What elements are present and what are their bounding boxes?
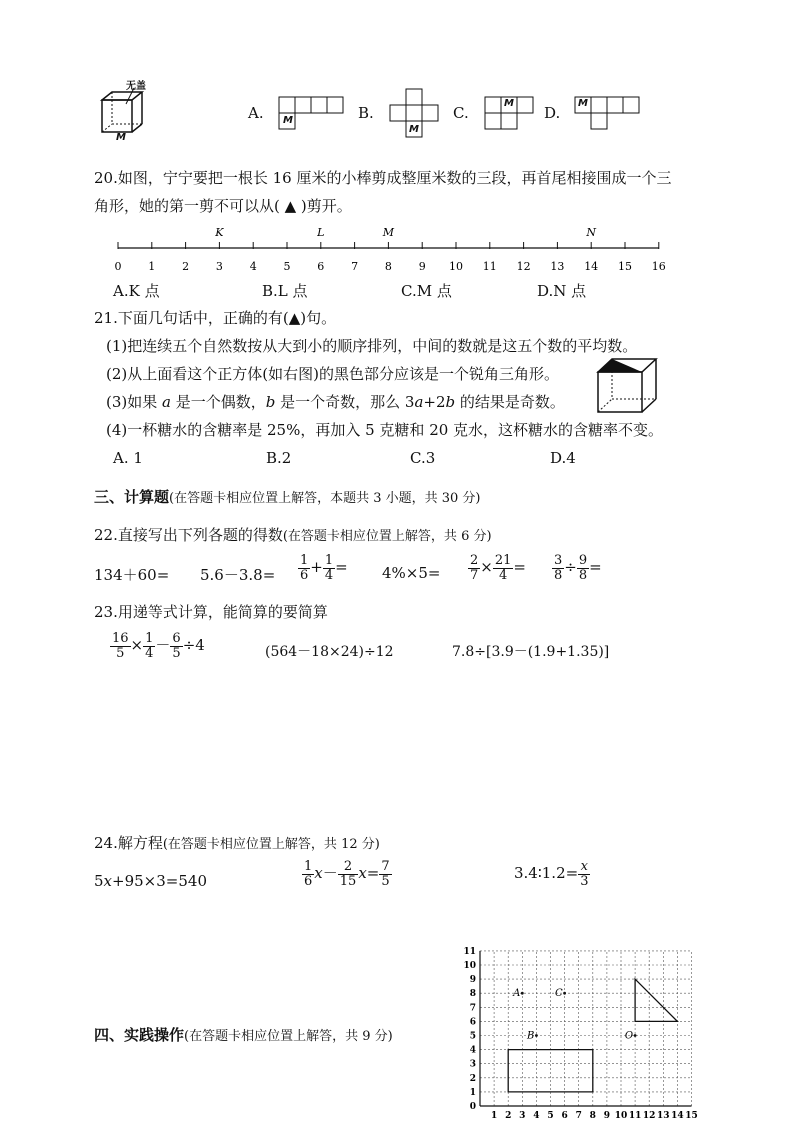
grid-x-label: 8	[589, 1111, 596, 1121]
q21-statement-1: (1)把连续五个自然数按从大到小的顺序排列，中间的数就是这五个数的平均数。	[106, 337, 638, 355]
grid-x-label: 5	[547, 1111, 554, 1121]
q24-eq-1: 5x+95×3=540	[94, 872, 207, 890]
ruler-tick-label: 11	[482, 260, 497, 273]
ruler-tick-label: 9	[418, 260, 426, 273]
q23-expr-2: (564－18×24)÷12	[265, 644, 394, 660]
q21-choice-d[interactable]: D.4	[550, 449, 576, 467]
q19-cube-mark: M	[116, 132, 126, 143]
grid-point-label: B	[527, 1030, 535, 1042]
section3-heading: 三、计算题(在答题卡相应位置上解答，本题共 3 小题，共 30 分)	[94, 488, 481, 506]
ruler-tick-label: 16	[651, 260, 666, 273]
q19-option-b-letter[interactable]: B.	[358, 104, 374, 122]
q21-choice-c[interactable]: C.3	[410, 449, 436, 467]
q23-expr-3: 7.8÷[3.9－(1.9+1.35)]	[452, 644, 610, 660]
grid-y-label: 11	[463, 946, 476, 957]
grid-x-label: 11	[628, 1111, 642, 1121]
q19-option-c-letter[interactable]: C.	[453, 104, 469, 122]
q20-line1: 20.如图，宁宁要把一根长 16 厘米的小棒剪成整厘米数的三段，再首尾相接围成一个三	[94, 169, 672, 187]
ruler-tick-label: 12	[516, 260, 531, 273]
q19-cube-label: 无盖	[126, 81, 146, 92]
ruler-tick-label: 13	[550, 260, 565, 273]
ruler-tick-label: 7	[351, 260, 359, 273]
grid-y-label: 2	[469, 1073, 476, 1084]
grid-x-label: 13	[657, 1111, 670, 1121]
grid-x-label: 3	[519, 1111, 526, 1121]
grid-point-label: C	[554, 988, 563, 1000]
q19-net-b-mark: M	[409, 124, 419, 135]
q19-net-d-mark: M	[578, 98, 588, 109]
grid-x-label: 9	[603, 1111, 611, 1121]
ruler-svg	[110, 224, 670, 278]
grid-point-label: O	[624, 1030, 634, 1042]
grid-x-label: 15	[685, 1111, 698, 1121]
grid-point-label: A	[513, 988, 521, 1000]
grid-point	[521, 992, 524, 995]
grid-x-label: 1	[490, 1111, 498, 1121]
ruler-point-label: K	[215, 226, 224, 239]
q20-choice-b[interactable]: B.L 点	[262, 282, 308, 300]
grid-triangle	[635, 979, 677, 1021]
grid-x-label: 6	[561, 1111, 568, 1121]
ruler-tick-label: 0	[114, 260, 122, 273]
ruler-tick-label: 1	[148, 260, 156, 273]
q20-choice-d[interactable]: D.N 点	[537, 282, 587, 300]
grid-y-label: 9	[469, 975, 476, 986]
q23-heading: 23.用递等式计算，能简算的要简算	[94, 603, 328, 621]
grid-y-label: 10	[463, 961, 476, 971]
ruler-tick-label: 6	[317, 260, 325, 273]
grid-y-label: 1	[469, 1087, 476, 1098]
ruler-tick-label: 8	[384, 260, 392, 273]
grid-y-label: 8	[469, 989, 476, 1000]
q20-choice-a[interactable]: A.K 点	[113, 282, 160, 300]
q22-expr-6: $\frac{3}{8}$ ÷ $\frac{9}{8}$ =	[554, 553, 602, 583]
ruler-point-label: L	[317, 226, 325, 239]
coordinate-grid	[456, 946, 696, 1125]
grid-point	[535, 1034, 538, 1037]
grid-y-label: 3	[469, 1059, 476, 1070]
grid-x-label: 14	[671, 1111, 684, 1121]
grid-svg	[456, 946, 696, 1121]
grid-y-label: 5	[469, 1031, 476, 1042]
grid-point	[634, 1034, 637, 1037]
q21-statement-4: (4)一杯糖水的含糖率是 25%，再加入 5 克糖和 20 克水，这杯糖水的含糖率不变。	[106, 421, 664, 439]
q19-net-b	[389, 88, 441, 144]
ruler-tick-label: 15	[618, 260, 632, 273]
q20-line2: 角形，她的第一剪不可以从( ▲ )剪开。	[94, 197, 352, 215]
q24-eq-2: $\frac{1}{6}$ x－ $\frac{2}{15}$ x= $\frac{7}{5}$	[304, 859, 390, 889]
ruler-tick-label: 14	[584, 260, 599, 273]
q19-option-a-letter[interactable]: A.	[248, 104, 264, 122]
q21-statement-3: (3)如果 a 是一个偶数，b 是一个奇数，那么 3a+2b 的结果是奇数。	[106, 393, 565, 411]
q19-net-a-mark: M	[283, 115, 293, 126]
q21-choice-a[interactable]: A. 1	[113, 449, 143, 467]
grid-x-label: 4	[533, 1111, 540, 1121]
grid-x-label: 10	[614, 1111, 628, 1121]
grid-x-label: 12	[642, 1111, 656, 1121]
ruler-tick-label: 3	[215, 260, 223, 273]
ruler-point-label: M	[382, 226, 395, 239]
q19-option-d-letter[interactable]: D.	[544, 104, 561, 122]
section4-heading: 四、实践操作(在答题卡相应位置上解答，共 9 分)	[94, 1026, 393, 1044]
grid-x-label: 7	[575, 1111, 582, 1121]
ruler-point-label: N	[586, 226, 597, 239]
q22-expr-1: 134＋60=	[94, 566, 170, 584]
grid-x-label: 2	[505, 1111, 512, 1121]
q20-ruler	[110, 224, 670, 282]
q21-choice-b[interactable]: B.2	[266, 449, 292, 467]
q23-expr-1: $\frac{16}{5}$ × $\frac{1}{4}$ － $\frac{6}{5}$ ÷4	[112, 631, 205, 661]
grid-y-label: 6	[469, 1017, 476, 1028]
q24-eq-3: 3.4∶1.2= $\frac{x}{3}$	[514, 859, 589, 889]
q19-net-c-mark: M	[504, 98, 514, 109]
q21-statement-2: (2)从上面看这个正方体(如右图)的黑色部分应该是一个锐角三角形。	[106, 365, 559, 383]
q22-expr-4: 4%×5=	[382, 564, 441, 582]
q22-expr-3: $\frac{1}{6}$ + $\frac{1}{4}$ =	[300, 553, 348, 583]
q21-stem: 21.下面几句话中，正确的有(▲)句。	[94, 309, 337, 327]
grid-y-label: 4	[469, 1045, 476, 1056]
q22-expr-2: 5.6－3.8=	[200, 566, 276, 584]
ruler-tick-label: 4	[249, 260, 257, 273]
q21-cube-figure	[596, 356, 660, 420]
q22-expr-5: $\frac{2}{7}$ × $\frac{21}{4}$ =	[470, 553, 526, 583]
grid-point	[563, 992, 566, 995]
grid-y-label: 0	[469, 1102, 476, 1112]
q22-heading: 22.直接写出下列各题的得数(在答题卡相应位置上解答，共 6 分)	[94, 526, 492, 544]
ruler-tick-label: 2	[182, 260, 190, 273]
ruler-tick-label: 5	[283, 260, 291, 273]
q20-choice-c[interactable]: C.M 点	[401, 282, 452, 300]
grid-y-label: 7	[469, 1003, 476, 1014]
q24-heading: 24.解方程(在答题卡相应位置上解答，共 12 分)	[94, 834, 380, 852]
ruler-tick-label: 10	[449, 260, 463, 273]
